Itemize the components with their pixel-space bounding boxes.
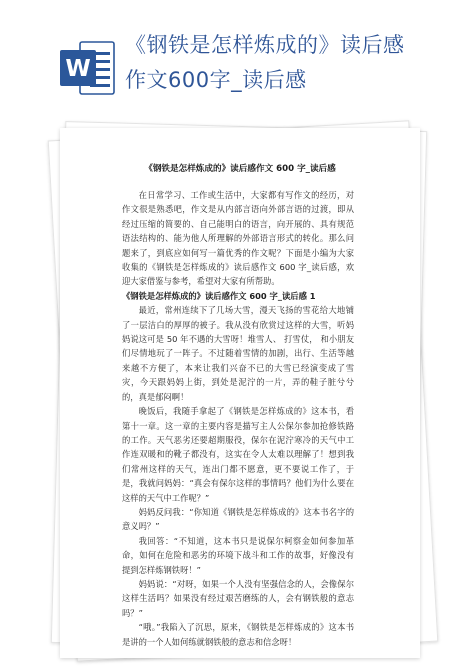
page-title-line-2: 作文600字_读后感 <box>125 68 307 92</box>
body-paragraph: “哦。”我陷入了沉思，原来，《钢铁是怎样炼成的》这本书是讲的一个人如何练就钢铁般的意志和信念呀！ <box>122 622 354 647</box>
body-paragraph: 妈妈说：“对呀，如果一个人没有坚强信念的人，会像保尔这样生活吗？如果没有经过艰苦磨练的人，会有钢铁般的意志吗？” <box>122 578 354 618</box>
document-body <box>122 188 354 649</box>
document-title: 《钢铁是怎样炼成的》读后感作文 600 字_读后感 <box>144 164 336 174</box>
body-paragraph: 妈妈反问我：“你知道《钢铁是怎样炼成的》这本书名字的意义吗？” <box>122 506 354 532</box>
page-title-line-1: 《钢铁是怎样炼成的》读后感 <box>125 33 405 57</box>
body-paragraph: 在日常学习、工作或生活中，大家都有写作文的经历，对作文很是熟悉吧，作文是从内部言语向外部言语的过渡，即从经过压缩的简要的、自己能明白的语言，向开展的、具有规范语法结构的、能为他人所理解的外部语言形式的转化。那么问题来了，到底应如何写一篇优秀的作文呢？下面是小编为大家收集的《钢铁是怎样炼成的》读后感作文 600 字_读后感，欢迎大家借鉴与参考，希望对大家有所帮助。 <box>122 190 354 287</box>
word-app-icon <box>60 38 116 98</box>
body-paragraph: 最近，常州连续下了几场大雪，漫天飞扬的雪花给大地铺了一层洁白的厚厚的被子。我从没有欣赏过这样的大雪，听妈妈说这可是 50 年不遇的大雪呀！堆雪人、 打雪仗， 和小朋友们尽情地玩了一阵子。不过随着雪情的加剧，出行、生活等越来越不方便了，本来让我们兴奋不已的大雪已经演变成了雪灾，今天跟妈妈上街，到处是泥泞的一片，弄的鞋子脏兮兮的，真是郁闷啊！ <box>122 305 354 402</box>
page-title <box>125 28 465 98</box>
body-paragraph: 我回答：“不知道，这本书只是说保尔柯察金如何参加革命，如何在危险和恶劣的环境下战斗和工作的故事，好像没有提到怎样炼钢铁呀！” <box>122 535 354 575</box>
section-heading: 《钢铁是怎样炼成的》读后感作文 600 字_读后感 1 <box>122 290 316 301</box>
word-logo-letter: W <box>65 56 91 82</box>
document-page <box>60 128 420 658</box>
body-paragraph: 晚饭后，我随手拿起了《钢铁是怎样炼成的》这本书，看第十一章。这一章的主要内容是描写主人公保尔参加抢修铁路的工作。天气恶劣还要超期服役，保尔在泥泞寒冷的天气中工作连双暖和的靴子都没有，这实在令人太难以理解了！想到我们常州这样的天气，连出门都不愿意，更不要说工作了，于是，我就问妈妈：“真会有保尔这样的事情吗？他们为什么要在这样的天气中工作呢？” <box>122 406 354 503</box>
